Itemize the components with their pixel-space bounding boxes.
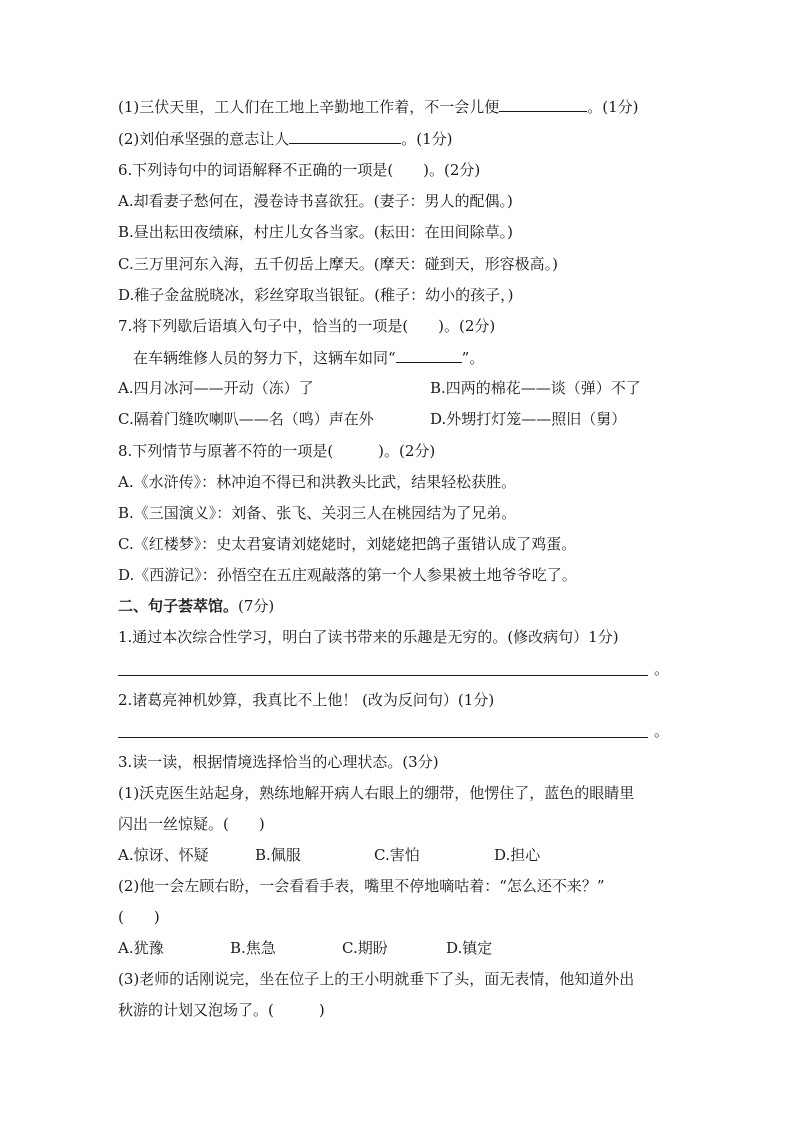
- q7-sentence: 在车辆维修人员的努力下，这辆车如同“ ”。: [133, 349, 485, 367]
- q5-item-2: (2)刘伯承坚强的意志让人 。(1分): [118, 130, 453, 148]
- q8-option-b: B.《三国演义》：刘备、张飞、关羽三人在桃园结为了兄弟。: [118, 504, 517, 522]
- s1-stem: 1.通过本次综合性学习，明白了读书带来的乐趣是无穷的。(修改病句）1分): [118, 628, 619, 646]
- s3-stem: 3.读一读，根据情境选择恰当的心理状态。(3分): [118, 753, 439, 771]
- s3-p1-line-2: 闪出一丝惊疑。( ): [118, 815, 265, 833]
- q8-option-d: D.《西游记》：孙悟空在五庄观敲落的第一个人参果被土地爷爷吃了。: [118, 566, 577, 584]
- q7-option-a: A.四月冰河——开动（冻）了: [118, 379, 314, 397]
- s3-p2-option-d: D.镇定: [446, 939, 493, 957]
- s3-p2-option-a: A.犹豫: [118, 939, 164, 957]
- s3-p2-line-2: ( ): [118, 908, 160, 926]
- q8-option-a: A.《水浒传》：林冲迫不得已和洪教头比武，结果轻松获胜。: [118, 473, 517, 491]
- s3-p2-option-b: B.焦急: [230, 939, 276, 957]
- q7-option-d: D.外甥打灯笼——照旧（舅）: [430, 410, 627, 428]
- section-2-heading: [118, 596, 274, 616]
- answer-blank[interactable]: [289, 128, 401, 144]
- s2-answer-line[interactable]: [118, 737, 648, 738]
- q6-option-b: B.昼出耘田夜绩麻，村庄儿女各当家。(耘田：在田间除草。): [118, 223, 513, 241]
- q6-option-d: D.稚子金盆脱晓冰，彩丝穿取当银钲。(稚子：幼小的孩子，): [118, 286, 514, 304]
- s1-answer-line[interactable]: [118, 675, 648, 676]
- s1-period: 。: [654, 660, 670, 678]
- section-title: 二、句子荟萃馆。: [118, 597, 239, 615]
- answer-blank[interactable]: [499, 96, 587, 112]
- s3-p1-option-c: C.害怕: [374, 846, 420, 864]
- answer-blank[interactable]: [396, 347, 462, 363]
- q5-item-1: (1)三伏天里，工人们在工地上辛勤地工作着，不一会儿便 。(1分): [118, 98, 639, 116]
- s2-period: 。: [654, 722, 670, 740]
- q8-option-c: C.《红楼梦》：史太君宴请刘姥姥时，刘姥姥把鸽子蛋错认成了鸡蛋。: [118, 535, 577, 553]
- q6-option-a: A.却看妻子愁何在，漫卷诗书喜欲狂。(妻子：男人的配偶。): [118, 192, 513, 210]
- q7-option-c: C.隔着门缝吹喇叭——名（鸣）声在外: [118, 410, 374, 428]
- s3-p2-option-c: C.期盼: [342, 939, 388, 957]
- q7-option-b: B.四两的棉花——谈（弹）不了: [430, 379, 641, 397]
- q6-stem: 6.下列诗句中的词语解释不正确的一项是( )。(2分): [118, 161, 481, 179]
- section-score: (7分): [238, 597, 275, 615]
- s3-p1-option-a: A.惊讶、怀疑: [118, 846, 209, 864]
- q8-stem: 8.下列情节与原著不符的一项是( )。(2分): [118, 442, 436, 460]
- s3-p1-line-1: (1)沃克医生站起身，熟练地解开病人右眼上的绷带，他愣住了，蓝色的眼睛里: [118, 784, 635, 802]
- s3-p3-line-2: 秋游的计划又泡场了。( ): [118, 1001, 325, 1019]
- s3-p3-line-1: (3)老师的话刚说完，坐在位子上的王小明就垂下了头，面无表情，他知道外出: [118, 970, 635, 988]
- s3-p1-option-b: B.佩服: [255, 846, 301, 864]
- s3-p2-line-1: (2)他一会左顾右盼，一会看看手表，嘴里不停地嘀咕着：“怎么还不来？”: [118, 877, 605, 895]
- s2-stem: 2.诸葛亮神机妙算，我真比不上他！ (改为反问句）(1分): [118, 691, 495, 709]
- q6-option-c: C.三万里河东入海，五千仞岳上摩天。(摩天：碰到天，形容极高。): [118, 255, 558, 273]
- q7-stem: 7.将下列歇后语填入句子中，恰当的一项是( )。(2分): [118, 317, 496, 335]
- s3-p1-option-d: D.担心: [494, 846, 541, 864]
